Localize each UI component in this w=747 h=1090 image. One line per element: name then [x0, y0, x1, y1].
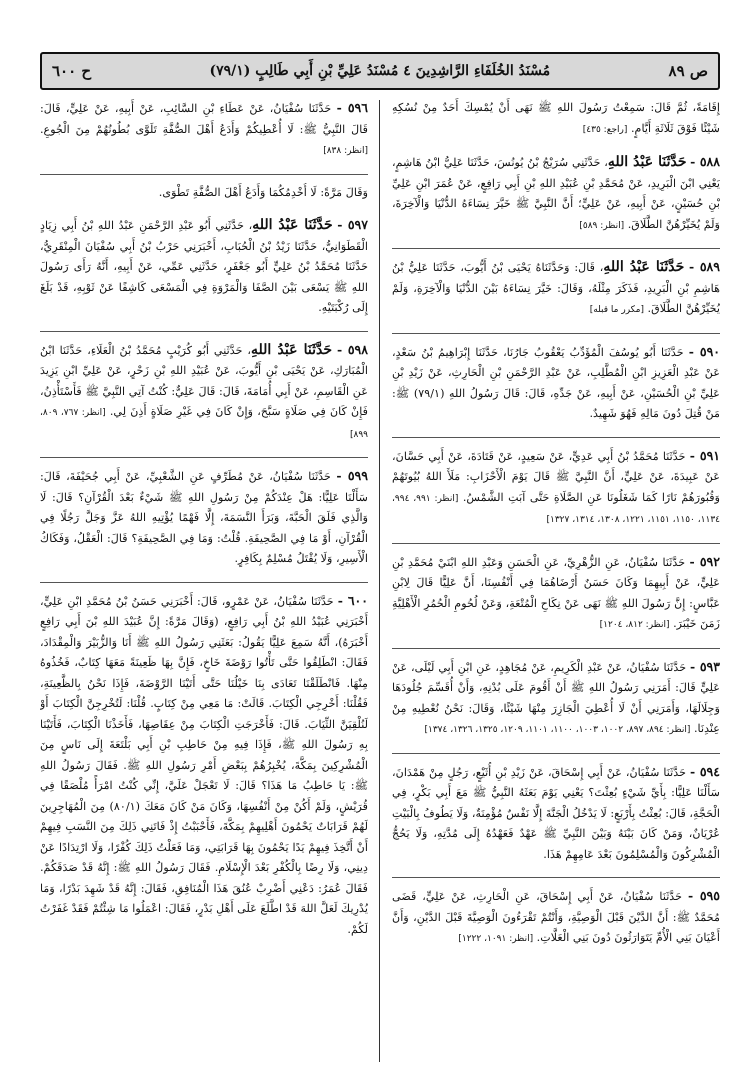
hadith-reference: [انظر: ٧٦٧، ٨٠٩، ٨٩٩] [40, 408, 368, 440]
hadith-entry [392, 342, 720, 425]
hadith-heading: حَدَّثَنَا عَبْدُ اللهِ [607, 154, 687, 170]
hadith-number: ٥٩٨ - [336, 341, 368, 357]
entry-separator [392, 543, 720, 544]
hadith-reference: [انظر: ٨٣٨] [323, 146, 368, 156]
hadith-entry [40, 215, 368, 319]
hadith-heading: حَدَّثَنَا عَبْدُ اللهِ [603, 259, 685, 275]
hadith-number: ٥٩٦ - [336, 100, 368, 115]
hadith-number: ٥٩٠ - [688, 343, 720, 359]
left-column [40, 98, 368, 952]
hadith-text: حَدَّثَنَا سُفْيَانُ، عَنْ عَطَاءِ بْنِ السَّائِبِ، عَنْ أَبِيهِ، عَنْ عَلِيٍّ، قَالَ: قَالَ النَّبِيُّ ﷺ: لَا أُعْطِيكُمْ وَأَدَعُ أَهْلَ الصُّفَّةِ تَلَوَّى بُطُونُهُمْ مِنَ الْجُوعِ. [40, 102, 368, 136]
entry-separator [392, 248, 720, 249]
column-divider [379, 100, 380, 1062]
hadith-text: ، حَدَّثَنِي أَبُو كُرَيْبٍ مُحَمَّدُ بْنُ الْعَلَاءِ، حَدَّثَنَا ابْنُ الْمُبَارَكِ، عَنْ يَحْيَى بْنِ أَيُّوبَ، عَنْ عُبَيْدِ اللهِ بْنِ زَحْرٍ، عَنْ عَلِيِّ ابْنِ يَزِيدَ عَنِ الْقَاسِمِ، عَنْ أَبِي أُمَامَةَ، قَالَ: قَالَ عَلِيٌّ: كُنْتُ آتِي النَّبِيَّ ﷺ فَأَسْتَأْذِنُ، فَإِنْ كَانَ فِي صَلَاةٍ سَبَّحَ، وَإِنْ كَانَ فِي غَيْرِ صَلَاةٍ أَذِنَ لِي. [40, 343, 368, 418]
hadith-entry [392, 152, 720, 236]
entry-separator [392, 333, 720, 334]
hadith-text: حَدَّثَنَا سُفْيَانُ، عَنْ عَبْدِ الْكَرِيمِ، عَنْ مُجَاهِدٍ، عَنِ ابْنِ أَبِي لَيْلَى، عَنْ عَلِيٍّ قَالَ: أَمَرَنِي رَسُولُ اللهِ ﷺ أَنْ أَقُومَ عَلَى بُدْنِهِ، وَأَنْ أُقَسِّمَ جُلُودَهَا وَجِلَالَهَا، وَأَمَرَنِي أَنْ لَا أُعْطِيَ الْجَازِرَ مِنْهَا شَيْئًا، وَقَالَ: نَحْنُ نُعْطِيهِ مِنْ عِنْدِنَا. [392, 660, 720, 735]
hadith-number: ٥٩٢ - [689, 553, 720, 569]
hadith-entry [392, 98, 720, 140]
hadith-entry [40, 466, 368, 570]
hadith-text: إِقَامَةً، ثُمَّ قَالَ: سَمِعْتُ رَسُولَ اللهِ ﷺ نَهَى أَنْ يُمْسِكَ أَحَدٌ مِنْ نُسُكِهِ شَيْئًا فَوْقَ ثَلَاثَةِ أَيَّامٍ. [392, 101, 720, 135]
hadith-reference: [مكرر ما قبله] [589, 305, 644, 315]
hadith-text: ، حَدَّثَنِي أَبُو عَبْدِ الرَّحْمَنِ عَبْدُ اللهِ بْنُ أَبِي زِيَادٍ الْقَطَوَانِيُّ، حَدَّثَنَا زَيْدُ بْنُ الْحُبَابِ، أَخْبَرَنِي حَرْبُ بْنُ أَبِي سُفْيَانَ الْمِنْقَرِيُّ، حَدَّثَنَا مُحَمَّدُ بْنُ عَلِيٍّ أَبُو جَعْفَرٍ، حَدَّثَنِي عَمِّي، عَنْ أَبِيهِ، أَنَّهُ رَأَى رَسُولَ اللهِ ﷺ يَسْعَى بَيْنَ الصَّفَا وَالْمَرْوَةِ فِي الْمَسْعَى كَاشِفًا عَنْ ثَوْبِهِ، قَدْ بَلَغَ إِلَى رُكْبَتَيْهِ. [40, 219, 368, 314]
hadith-range: ح ٦٠٠ [52, 62, 92, 80]
hadith-reference: [راجع: ٤٣٥] [582, 124, 628, 135]
entry-separator [392, 437, 720, 438]
hadith-text: وَقَالَ مَرَّةً: لَا أُخْدِمُكُمَا وَأَدَعُ أَهْلَ الصُّفَّةِ تَطْوَى. [158, 185, 368, 199]
hadith-number: ٦٠٠ - [337, 592, 368, 608]
hadith-entry [392, 762, 720, 866]
hadith-reference: [انظر: ٩٩١، ٩٩٤، ١١٣٤، ١١٥٠، ١١٥١، ١٢٢١، ١٣٠٨، ١٣١٤، ١٣٢٧] [392, 493, 720, 525]
hadith-number: ٥٩١ - [689, 447, 720, 463]
entry-separator [40, 457, 368, 458]
hadith-entry [40, 98, 368, 162]
entry-separator [40, 174, 368, 175]
hadith-number: ٥٩٤ - [689, 763, 720, 779]
running-title: مُسْنَدُ الخُلَفَاءِ الرَّاشِدِينَ ٤ مُسْنَدُ عَلِيِّ بْنِ أَبِي طَالِبٍ (٧٩/١) [209, 63, 551, 79]
entry-separator [392, 753, 720, 754]
entry-separator [40, 331, 368, 332]
hadith-text: حَدَّثَنَا سُفْيَانُ، عَنِ الزُّهْرِيِّ، عَنِ الْحَسَنِ وَعَبْدِ اللهِ ابْنَيْ مُحَمَّدِ بْنِ عَلِيٍّ، عَنْ أَبِيهِمَا وَكَانَ حَسَنٌ أَرْضَاهُمَا فِي أَنْفُسِنَا، أَنَّ عَلِيًّا قَالَ لِابْنِ عَبَّاسٍ: إِنَّ رَسُولَ اللهِ ﷺ نَهَى عَنْ نِكَاحِ الْمُتْعَةِ، وَعَنْ لُحُومِ الْحُمُرِ الْأَهْلِيَّةِ زَمَنَ خَيْبَرَ. [392, 555, 720, 630]
hadith-entry [392, 446, 720, 531]
running-header [40, 52, 720, 90]
hadith-entry [392, 552, 720, 636]
hadith-heading: حَدَّثَنَا عَبْدُ اللهِ [251, 341, 333, 358]
hadith-number: ٥٨٩ - [689, 259, 720, 274]
page-number: ص ٨٩ [668, 62, 708, 80]
hadith-number: ٥٩٧ - [337, 217, 368, 232]
hadith-entry [392, 886, 720, 950]
hadith-text: ، حَدَّثَنِي سُرَيْجُ بْنُ يُونُسَ، حَدَّثَنَا عَلِيُّ ابْنُ هَاشِمٍ، يَعْنِي ابْنَ الْبَرِيدِ، عَنْ مُحَمَّدِ بْنِ عُبَيْدِ اللهِ بْنِ أَبِي رَافِعٍ، عَنْ عُمَرَ ابْنِ عَلِيِّ بْنِ حُسَيْنٍ، عَنْ أَبِيهِ، عَنْ عَلِيٍّ؛ أَنَّ النَّبِيَّ ﷺ خَيَّرَ نِسَاءَهُ الدُّنْيَا وَالْآخِرَةَ، وَلَمْ يُخَيِّرْهُنَّ الطَّلَاقَ. [392, 156, 720, 231]
hadith-number: ٥٩٥ - [687, 888, 720, 903]
hadith-entry [40, 183, 368, 204]
hadith-text: حَدَّثَنَا سُفْيَانُ، عَنْ مُطَرِّفٍ عَنِ الشَّعْبِيِّ، عَنْ أَبِي جُحَيْفَةَ، قَالَ: سَأَلْنَا عَلِيًّا: هَلْ عِنْدَكُمْ مِنْ رَسُولِ اللهِ ﷺ شَيْءٌ بَعْدَ الْقُرْآنِ؟ قَالَ: لَا وَالَّذِي فَلَقَ الْحَبَّةَ، وَبَرَأَ النَّسَمَةَ، إِلَّا فَهْمًا يُؤْتِيهِ اللهُ عَزَّ وَجَلَّ رَجُلًا فِي الْقُرْآنِ، أَوْ مَا فِي الصَّحِيفَةِ. قُلْتُ: وَمَا فِي الصَّحِيفَةِ؟ قَالَ: الْعَقْلُ، وَفَكَاكُ الْأَسِيرِ، وَلَا يُقْتَلُ مُسْلِمٌ بِكَافِرٍ. [40, 470, 368, 565]
hadith-number: ٥٩٣ - [690, 658, 720, 674]
entry-separator [40, 582, 368, 583]
hadith-reference: [انظر: ١٠٩١، ١٢٢٢] [458, 934, 534, 944]
entry-separator [392, 648, 720, 649]
hadith-text: حَدَّثَنَا مُحَمَّدُ بْنُ أَبِي عَدِيٍّ، عَنْ سَعِيدٍ، عَنْ قَتَادَةَ، عَنْ أَبِي حَسَّانَ، عَنْ عَبِيدَةَ، عَنْ عَلِيٍّ، أَنَّ النَّبِيَّ ﷺ قَالَ يَوْمَ الْأَحْزَابِ: مَلَأَ اللهُ بُيُوتَهُمْ وَقُبُورَهُمْ نَارًا كَمَا شَغَلُونَا عَنِ الصَّلَاةِ حَتَّى آبَتِ الشَّمْسُ. [392, 449, 720, 504]
hadith-entry [392, 257, 720, 321]
hadith-reference: [انظر: ٨١٢، ١٢٠٤] [599, 620, 670, 630]
hadith-number: ٥٨٨ - [690, 154, 720, 169]
hadith-text: حَدَّثَنَا سُفْيَانُ، عَنْ عَمْرٍو، قَالَ: أَخْبَرَنِي حَسَنُ بْنُ مُحَمَّدِ ابْنِ عَلِيٍّ، أَخْبَرَنِي عُبَيْدُ اللهِ بْنُ أَبِي رَافِعٍ، (وَقَالَ مَرَّةً: إِنَّ عُبَيْدَ اللهِ بْنَ أَبِي رَافِعٍ أَخْبَرَهُ)، أَنَّهُ سَمِعَ عَلِيًّا يَقُولُ: بَعَثَنِي رَسُولُ اللهِ ﷺ أَنَا وَالزُّبَيْرَ وَالْمِقْدَادَ، فَقَالَ: انْطَلِقُوا حَتَّى تَأْتُوا رَوْضَةَ خَاخٍ، فَإِنَّ بِهَا ظَعِينَةً مَعَهَا كِتَابٌ، فَخُذُوهُ مِنْهَا. فَانْطَلَقْنَا تَعَادَى بِنَا خَيْلُنَا حَتَّى أَتَيْنَا الرَّوْضَةَ، فَإِذَا نَحْنُ بِالظَّعِينَةِ، فَقُلْنَا: أَخْرِجِي الْكِتَابَ. قَالَتْ: مَا مَعِي مِنْ كِتَابٍ. قُلْنَا: لَتُخْرِجِنَّ الْكِتَابَ أَوْ لَنُلْقِيَنَّ الثِّيَابَ. قَالَ: فَأَخْرَجَتِ الْكِتَابَ مِنْ عِقَاصِهَا، فَأَخَذْنَا الْكِتَابَ، فَأَتَيْنَا بِهِ رَسُولَ اللهِ ﷺ، فَإِذَا فِيهِ مِنْ حَاطِبِ بْنِ أَبِي بَلْتَعَةَ إِلَى نَاسٍ مِنَ الْمُشْرِكِينَ بِمَكَّةَ، يُخْبِرُهُمْ بِبَعْضِ أَمْرِ رَسُولِ اللهِ ﷺ. فَقَالَ رَسُولُ اللهِ ﷺ: يَا حَاطِبُ مَا هَذَا؟ قَالَ: لَا تَعْجَلْ عَلَيَّ، إِنِّي كُنْتُ امْرَأً مُلْصَقًا فِي قُرَيْشٍ، وَلَمْ أَكُنْ مِنْ أَنْفُسِهَا، وَكَانَ مَنْ كَانَ مَعَكَ (٨٠/١) مِنَ الْمُهَاجِرِينَ لَهُمْ قَرَابَاتٌ يَحْمُونَ أَهْلِيهِمْ بِمَكَّةَ، فَأَحْبَبْتُ إِذْ فَاتَنِي ذَلِكَ مِنَ النَّسَبِ فِيهِمْ أَنْ أَتَّخِذَ فِيهِمْ يَدًا يَحْمُونَ بِهَا قَرَابَتِي، وَمَا فَعَلْتُ ذَلِكَ كُفْرًا، وَلَا ارْتِدَادًا عَنْ دِينِي، وَلَا رِضًا بِالْكُفْرِ بَعْدَ الْإِسْلَامِ. فَقَالَ رَسُولُ اللهِ ﷺ: إِنَّهُ قَدْ صَدَقَكُمْ. فَقَالَ عُمَرُ: دَعْنِي أَضْرِبْ عُنُقَ هَذَا الْمُنَافِقِ، فَقَالَ: إِنَّهُ قَدْ شَهِدَ بَدْرًا، وَمَا يُدْرِيكَ لَعَلَّ اللهَ قَدْ اطَّلَعَ عَلَى أَهْلِ بَدْرٍ، فَقَالَ: اعْمَلُوا مَا شِئْتُمْ فَقَدْ غَفَرْتُ لَكُمْ. [40, 594, 368, 936]
hadith-text: حَدَّثَنَا أَبُو يُوسُفَ الْمُؤَدِّبُ يَعْقُوبُ جَارُنَا، حَدَّثَنَا إِبْرَاهِيمُ بْنُ سَعْدٍ، عَنْ عَبْدِ الْعَزِيزِ ابْنِ الْمُطَّلِبِ، عَنْ عَبْدِ الرَّحْمَنِ بْنِ الْحَارِثِ، عَنْ زَيْدِ بْنِ عَلِيِّ بْنِ الْحُسَيْنِ، عَنْ أَبِيهِ، عَنْ جَدِّهِ، قَالَ: قَالَ رَسُولُ اللهِ (٧٩/١) ﷺ: مَنْ قُتِلَ دُونَ مَالِهِ فَهُوَ شَهِيدٌ. [392, 345, 720, 420]
hadith-heading: حَدَّثَنَا عَبْدُ اللهِ [252, 217, 333, 233]
hadith-reference: [انظر: ٥٨٩] [579, 220, 625, 231]
hadith-entry [40, 591, 368, 941]
hadith-number: ٥٩٩ - [336, 468, 368, 483]
hadith-entry [40, 340, 368, 446]
hadith-text: ، قَالَ: وَحَدَّثَنَاهُ يَحْيَى بْنُ أَيُّوبَ، حَدَّثَنَا عَلِيُّ بْنُ هَاشِمِ بْنِ الْبَرِيدِ، فَذَكَرَ مِثْلَهُ، وَقَالَ: خَيَّرَ نِسَاءَهُ بَيْنَ الدُّنْيَا وَالْآخِرَةِ، وَلَمْ يُخَيِّرْهُنَّ الطَّلَاقَ. [392, 261, 720, 315]
hadith-text: حَدَّثَنَا سُفْيَانُ، عَنْ أَبِي إِسْحَاقَ، عَنِ الْحَارِثِ، عَنْ عَلِيٍّ، قَضَى مُحَمَّدٌ ﷺ: أَنَّ الدَّيْنَ قَبْلَ الْوَصِيَّةِ، وَأَنْتُمْ تَقْرَءُونَ الْوَصِيَّةَ قَبْلَ الدَّيْنِ، وَأَنَّ أَعْيَانَ بَنِي الْأُمِّ يَتَوَارَثُونَ دُونَ بَنِي الْعَلَّاتِ. [392, 890, 720, 944]
book-page [40, 52, 720, 1072]
hadith-entry [392, 657, 720, 741]
right-column [392, 98, 720, 962]
entry-separator [392, 877, 720, 878]
hadith-text: حَدَّثَنَا سُفْيَانُ، عَنْ أَبِي إِسْحَاقَ، عَنْ زَيْدِ بْنِ أُثَيْعٍ، رَجُلٍ مِنْ هَمْدَانَ، سَأَلْنَا عَلِيًّا: بِأَيِّ شَيْءٍ بُعِثْتَ؟ يَعْنِي يَوْمَ بَعَثَهُ النَّبِيُّ ﷺ مَعَ أَبِي بَكْرٍ، فِي الْحَجَّةِ، قَالَ: بُعِثْتُ بِأَرْبَعٍ: لَا يَدْخُلُ الْجَنَّةَ إِلَّا نَفْسٌ مُؤْمِنَةٌ، وَلَا يَطُوفُ بِالْبَيْتِ عُرْيَانٌ، وَمَنْ كَانَ بَيْنَهُ وَبَيْنَ النَّبِيِّ ﷺ عَهْدٌ فَعَهْدُهُ إِلَى مُدَّتِهِ، وَلَا يَحُجُّ الْمُشْرِكُونَ وَالْمُسْلِمُونَ بَعْدَ عَامِهِمْ هَذَا. [392, 765, 720, 861]
hadith-reference: [انظر: ٨٩٤، ٨٩٧، ١٠٠٢، ١٠٠٣، ١١٠٠، ١١٠١، ١٢٠٩، ١٣٢٥، ١٣٢٦، ١٣٧٤] [424, 725, 691, 735]
